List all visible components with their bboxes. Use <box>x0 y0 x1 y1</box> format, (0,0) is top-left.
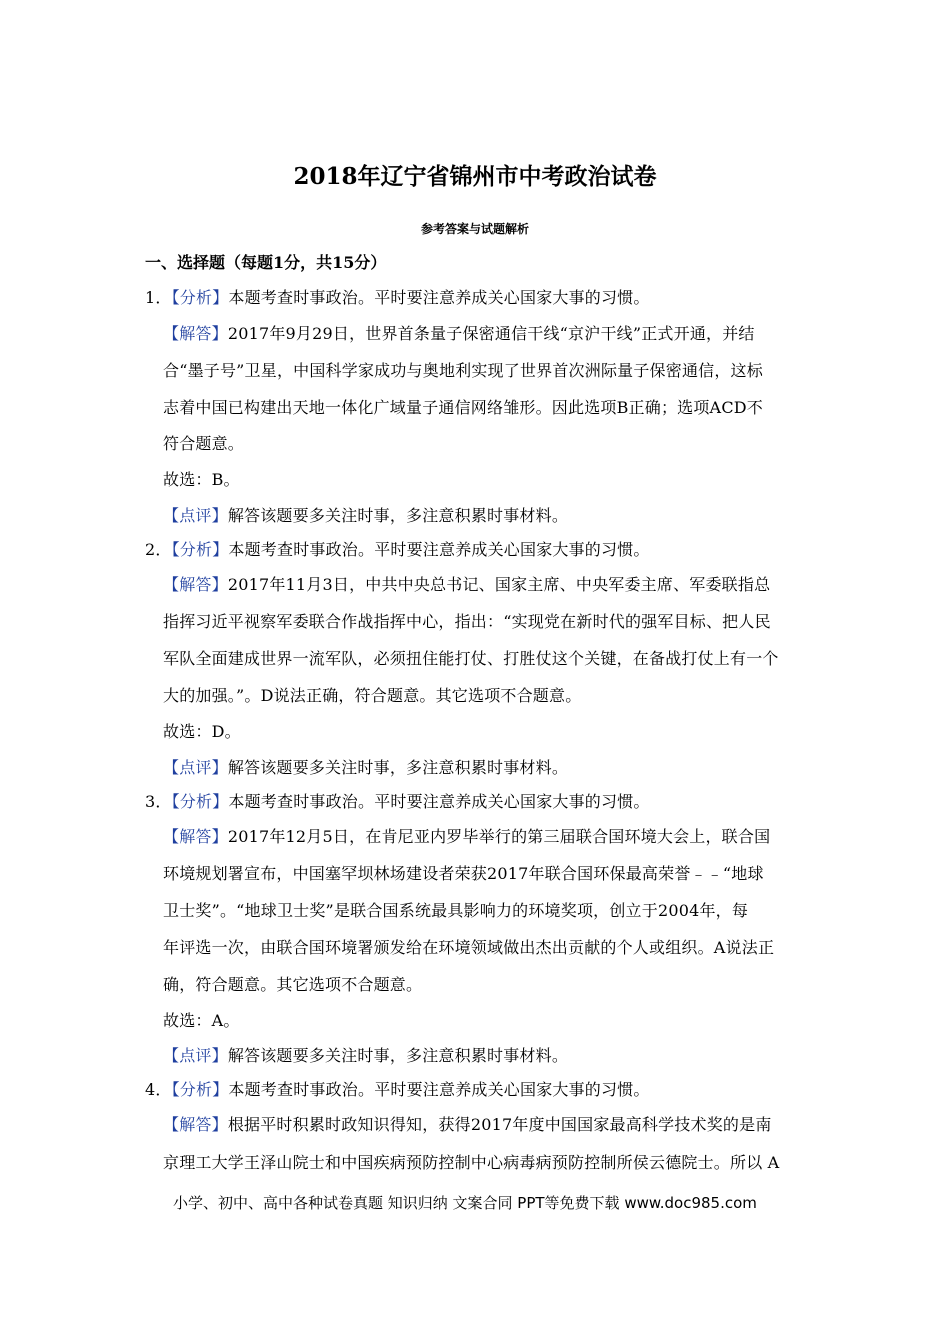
q1-answer-cont: 合“墨子号”卫星，中国科学家成功与奥地利实现了世界首次洲际量子保密通信，这标 <box>163 361 763 380</box>
q3-answer-cont: 年评选一次，由联合国环境署颁发给在环境领域做出杰出贡献的个人或组织。A说法正 <box>163 938 775 957</box>
q3-answer-cont: 确，符合题意。其它选项不合题意。 <box>163 975 423 994</box>
q3-number: 3． <box>145 792 172 811</box>
q1-analysis-tag: 【分析】 <box>171 288 229 307</box>
q3-answer-tag: 【解答】 <box>163 827 228 846</box>
q2-answer-cont: 指挥习近平视察军委联合作战指挥中心，指出：“实现党在新时代的强军目标、把人民 <box>163 612 771 631</box>
q4-analysis-line <box>145 1077 650 1100</box>
q2-answer-cont: 军队全面建成世界一流军队，必须扭住能打仗、打胜仗这个关键，在备战打仗上有一个 <box>163 649 779 668</box>
q2-comment-tag: 【点评】 <box>163 758 228 777</box>
q1-analysis-text: 本题考查时事政治。平时要注意养成关心国家大事的习惯。 <box>228 288 650 307</box>
q2-answer-tag: 【解答】 <box>163 575 228 594</box>
q3-analysis-tag: 【分析】 <box>171 792 229 811</box>
q2-number: 2． <box>145 540 172 559</box>
q3-answer-line <box>163 824 770 847</box>
q1-answer-tag: 【解答】 <box>163 324 228 343</box>
q3-analysis-line <box>145 789 650 812</box>
q1-answer-text: 2017年9月29日，世界首条量子保密通信干线“京沪干线”正式开通，并结 <box>227 324 755 343</box>
q1-number: 1． <box>145 288 172 307</box>
q1-answer-line <box>163 321 755 344</box>
q2-choice: 故选：D。 <box>163 722 241 741</box>
q1-choice: 故选：B。 <box>163 470 240 489</box>
q2-comment-line <box>163 755 568 778</box>
q3-comment-line <box>163 1043 568 1066</box>
q2-answer-cont: 大的加强。”。D说法正确，符合题意。其它选项不合题意。 <box>163 686 582 705</box>
q3-choice: 故选：A。 <box>163 1011 240 1030</box>
q4-answer-text: 根据平时积累时政知识得知，获得2017年度中国国家最高科学技术奖的是南 <box>227 1115 772 1134</box>
q4-answer-line <box>163 1112 772 1135</box>
q4-answer-cont: 京理工大学王泽山院士和中国疾病预防控制中心病毒病预防控制所侯云德院士。所以 A <box>163 1153 780 1172</box>
q3-comment-tag: 【点评】 <box>163 1046 228 1065</box>
q2-answer-line <box>163 572 770 595</box>
q2-answer-text: 2017年11月3日，中共中央总书记、国家主席、中央军委主席、军委联指总 <box>227 575 771 594</box>
q3-answer-text: 2017年12月5日，在肯尼亚内罗毕举行的第三届联合国环境大会上，联合国 <box>227 827 771 846</box>
q2-analysis-tag: 【分析】 <box>171 540 229 559</box>
q3-answer-cont: 卫士奖”。“地球卫士奖”是联合国系统最具影响力的环境奖项，创立于2004年，每 <box>163 901 749 920</box>
q1-comment-tag: 【点评】 <box>163 506 228 525</box>
q2-comment-text: 解答该题要多关注时事，多注意积累时事材料。 <box>227 758 569 777</box>
q3-comment-text: 解答该题要多关注时事，多注意积累时事材料。 <box>227 1046 569 1065</box>
page-footer: 小学、初中、高中各种试卷真题 知识归纳 文案合同 PPT等免费下载 www.doc985.com <box>173 1194 757 1212</box>
section-heading: 一、选择题（每题1分，共15分） <box>145 253 387 272</box>
page-subtitle: 参考答案与试题解析 <box>420 222 529 236</box>
q4-number: 4． <box>145 1080 172 1099</box>
q4-analysis-tag: 【分析】 <box>171 1080 229 1099</box>
q1-analysis-line <box>145 285 650 308</box>
q1-comment-text: 解答该题要多关注时事，多注意积累时事材料。 <box>227 506 569 525</box>
q4-analysis-text: 本题考查时事政治。平时要注意养成关心国家大事的习惯。 <box>228 1080 650 1099</box>
q1-answer-cont: 符合题意。 <box>163 434 245 453</box>
q1-answer-cont: 志着中国已构建出天地一体化广域量子通信网络雏形。因此选项B正确；选项ACD不 <box>163 398 763 417</box>
q2-analysis-line <box>145 537 650 560</box>
page-title: 2018年辽宁省锦州市中考政治试卷 <box>293 163 657 190</box>
q1-comment-line <box>163 503 568 526</box>
q3-answer-cont: 环境规划署宣布，中国塞罕坝林场建设者荣获2017年联合国环保最高荣誉﹣﹣“地球 <box>163 864 764 883</box>
q4-answer-tag: 【解答】 <box>163 1115 228 1134</box>
q2-analysis-text: 本题考查时事政治。平时要注意养成关心国家大事的习惯。 <box>228 540 650 559</box>
q3-analysis-text: 本题考查时事政治。平时要注意养成关心国家大事的习惯。 <box>228 792 650 811</box>
